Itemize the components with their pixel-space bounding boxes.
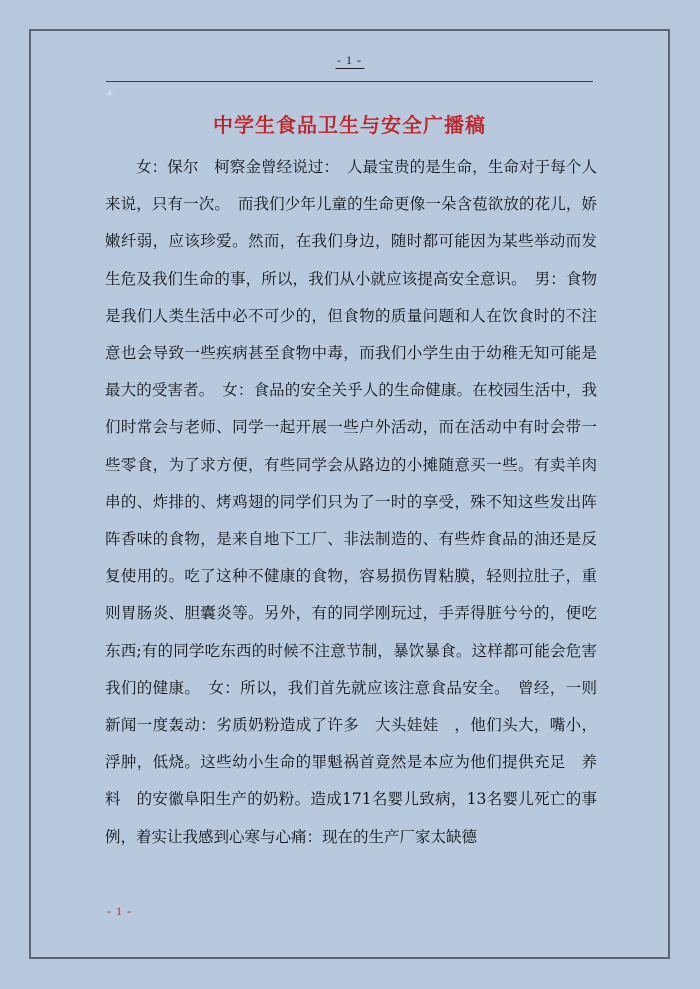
header-page-number: - 1 - — [337, 53, 362, 67]
document-body-text: 女：保尔 柯察金曾经说过： 人最宝贵的是生命，生命对于每个人来说，只有一次。 而我们少年儿童的生命更像一朵含苞欲放的花儿，娇嫩纤弱，应该珍爱。然而，在我们身边，随时都可能因为某些举动而发生危及我们生命的事，所以，我们从小就应该提高安全意识。 男：食物是我们人类生活中必不可少的，但食物的质量问题和人在饮食时的不注意也会导致一些疾病甚至食物中毒，而我们小学生由于幼稚无知可能是最大的受害者。 女：食品的安全关乎人的生命健康。在校园生活中，我们时常会与老师、同学一起开展一些户外活动，而在活动中有时会带一些零食，为了求方便，有些同学会从路边的小摊随意买一些。有卖羊肉串的、炸排的、烤鸡翅的同学们只为了一时的享受，殊不知这些发出阵阵香味的食物，是来自地下工厂、非法制造的、有些炸食品的油还是反复使用的。吃了这种不健康的食物，容易损伤胃粘膜，轻则拉肚子，重则胃肠炎、胆囊炎等。另外，有的同学刚玩过，手弄得脏兮兮的，便吃东西;有的同学吃东西的时候不注意节制，暴饮暴食。这样都可能会危害我们的健康。 女：所以，我们首先就应该注意食品安全。 曾经，一则新闻一度轰动：劣质奶粉造成了许多 大头娃娃 ，他们头大，嘴小，浮肿，低烧。这些幼小生命的罪魁祸首竟然是本应为他们提供充足 养料 的安徽阜阳生产的奶粉。造成171名婴儿致病，13名婴儿死亡的事例，着实让我感到心寒与心痛：现在的生产厂家太缺德 — [105, 158, 597, 846]
page-header — [106, 49, 593, 82]
document-page — [29, 29, 670, 959]
footer-page-number: - 1 - — [107, 904, 132, 918]
document-title: 中学生食品卫生与安全广播稿 — [213, 113, 486, 137]
crop-mark-icon: + — [106, 89, 114, 99]
